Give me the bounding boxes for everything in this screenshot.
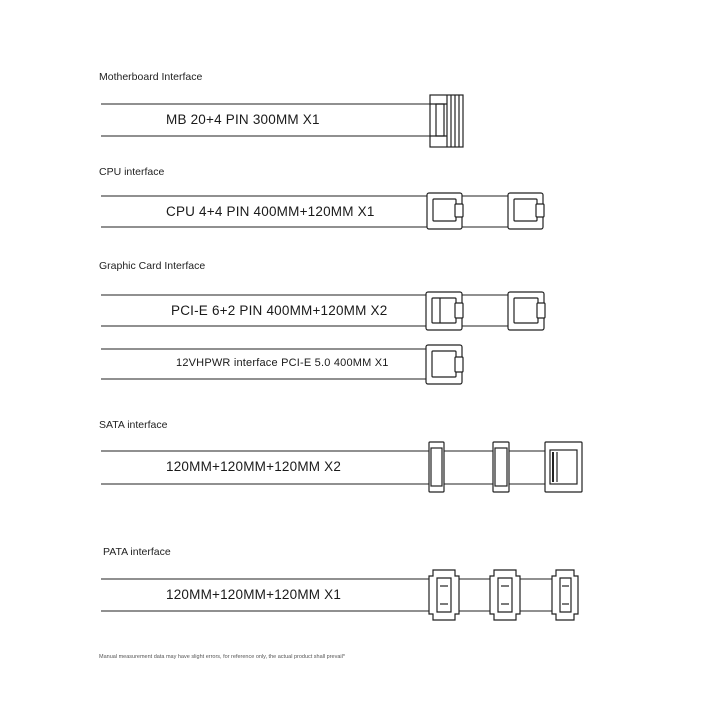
atx-24pin-connector-icon [430,95,463,147]
eps-8pin-connector-icon [508,193,544,229]
sata-power-connector-icon [493,442,509,492]
12vhpwr-spec-label: 12VHPWR interface PCI-E 5.0 400MM X1 [176,357,389,369]
sata-power-connector-icon [545,442,582,492]
sata-spec-label: 120MM+120MM+120MM X2 [166,459,342,474]
12vhpwr-connector-icon [426,345,463,384]
motherboard-spec-label: MB 20+4 PIN 300MM X1 [166,112,320,127]
molex-4pin-connector-icon [490,570,520,620]
pcie-spec-label: PCI-E 6+2 PIN 400MM+120MM X2 [171,303,388,318]
cpu-section-title: CPU interface [99,166,165,178]
molex-4pin-connector-icon [429,570,459,620]
sata-section-title: SATA interface [99,419,168,431]
molex-4pin-connector-icon [552,570,578,620]
pcie-8pin-connector-icon [426,292,463,330]
pata-spec-label: 120MM+120MM+120MM X1 [166,587,342,602]
disclaimer-footnote: Manual measurement data may have slight errors, for reference only, the actual product shall prevail* [99,654,345,660]
pata-section-title: PATA interface [103,546,171,558]
graphic-card-section-title: Graphic Card Interface [99,260,206,272]
sata-power-connector-icon [429,442,444,492]
motherboard-section-title: Motherboard Interface [99,71,203,83]
eps-8pin-connector-icon [427,193,463,229]
cpu-spec-label: CPU 4+4 PIN 400MM+120MM X1 [166,204,375,219]
pcie-8pin-connector-icon [508,292,545,330]
